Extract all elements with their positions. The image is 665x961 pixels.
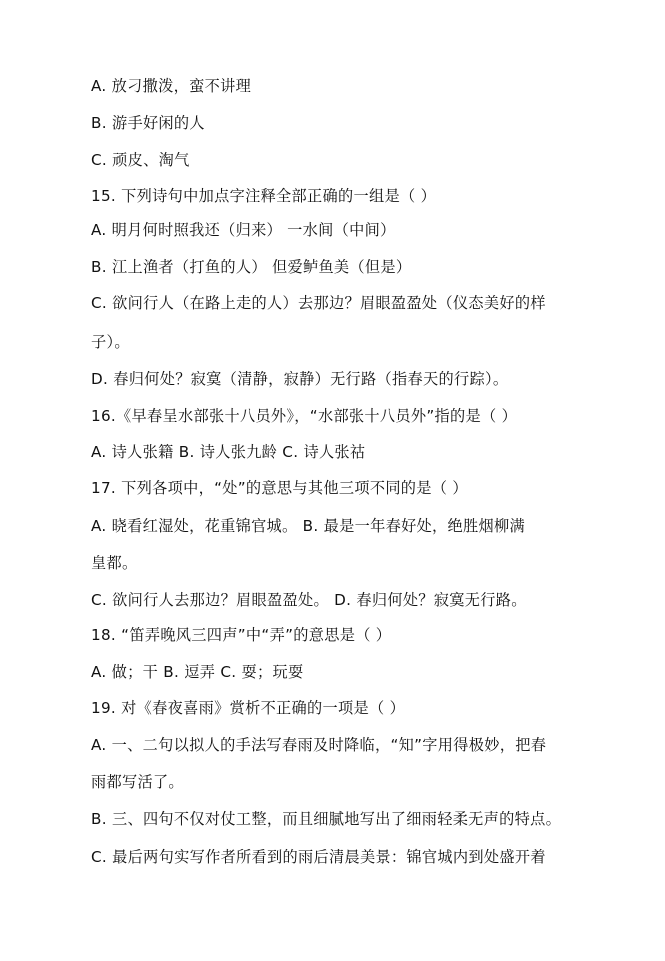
q17-options-ab-cont: 皇都。 [91, 554, 138, 572]
q17-options-cd: C. 欲问行人去那边？眉眼盈盈处。 D. 春归何处？寂寞无行路。 [91, 591, 527, 609]
q17-options-ab: A. 晓看红湿处，花重锦官城。 B. 最是一年春好处，绝胜烟柳满 [91, 517, 525, 535]
question-15: 15. 下列诗句中加点字注释全部正确的一组是（ ） [91, 187, 437, 205]
q19-option-a-cont: 雨都写活了。 [91, 773, 184, 791]
option-a-line: A. 放刁撒泼，蛮不讲理 [91, 77, 252, 95]
q15-option-d: D. 春归何处？寂寞（清静，寂静）无行路（指春天的行踪）。 [91, 370, 509, 388]
q15-option-a: A. 明月何时照我还（归来） 一水间（中间） [91, 221, 396, 239]
option-b-line: B. 游手好闲的人 [91, 114, 205, 132]
q19-option-c: C. 最后两句实写作者所看到的雨后清晨美景：锦官城内到处盛开着 [91, 848, 546, 866]
q18-options: A. 做；干 B. 逗弄 C. 耍；玩耍 [91, 663, 304, 681]
option-c-line: C. 顽皮、淘气 [91, 151, 190, 169]
q15-option-c-cont: 子）。 [91, 333, 130, 351]
question-17: 17. 下列各项中，“处”的意思与其他三项不同的是（ ） [91, 479, 468, 497]
question-16: 16.《早春呈水部张十八员外》，“水部张十八员外”指的是（ ） [91, 407, 518, 425]
q15-option-b: B. 江上渔者（打鱼的人） 但爱鲈鱼美（但是） [91, 258, 412, 276]
q15-option-c: C. 欲问行人（在路上走的人）去那边？眉眼盈盈处（仪态美好的样 [91, 294, 546, 312]
q19-option-b: B. 三、四句不仅对仗工整，而且细腻地写出了细雨轻柔无声的特点。 [91, 810, 562, 828]
q16-options: A. 诗人张籍 B. 诗人张九龄 C. 诗人张祜 [91, 443, 366, 461]
q19-option-a: A. 一、二句以拟人的手法写春雨及时降临，“知”字用得极妙，把春 [91, 736, 547, 754]
question-18: 18. “笛弄晚风三四声”中“弄”的意思是（ ） [91, 626, 392, 644]
question-19: 19. 对《春夜喜雨》赏析不正确的一项是（ ） [91, 699, 406, 717]
